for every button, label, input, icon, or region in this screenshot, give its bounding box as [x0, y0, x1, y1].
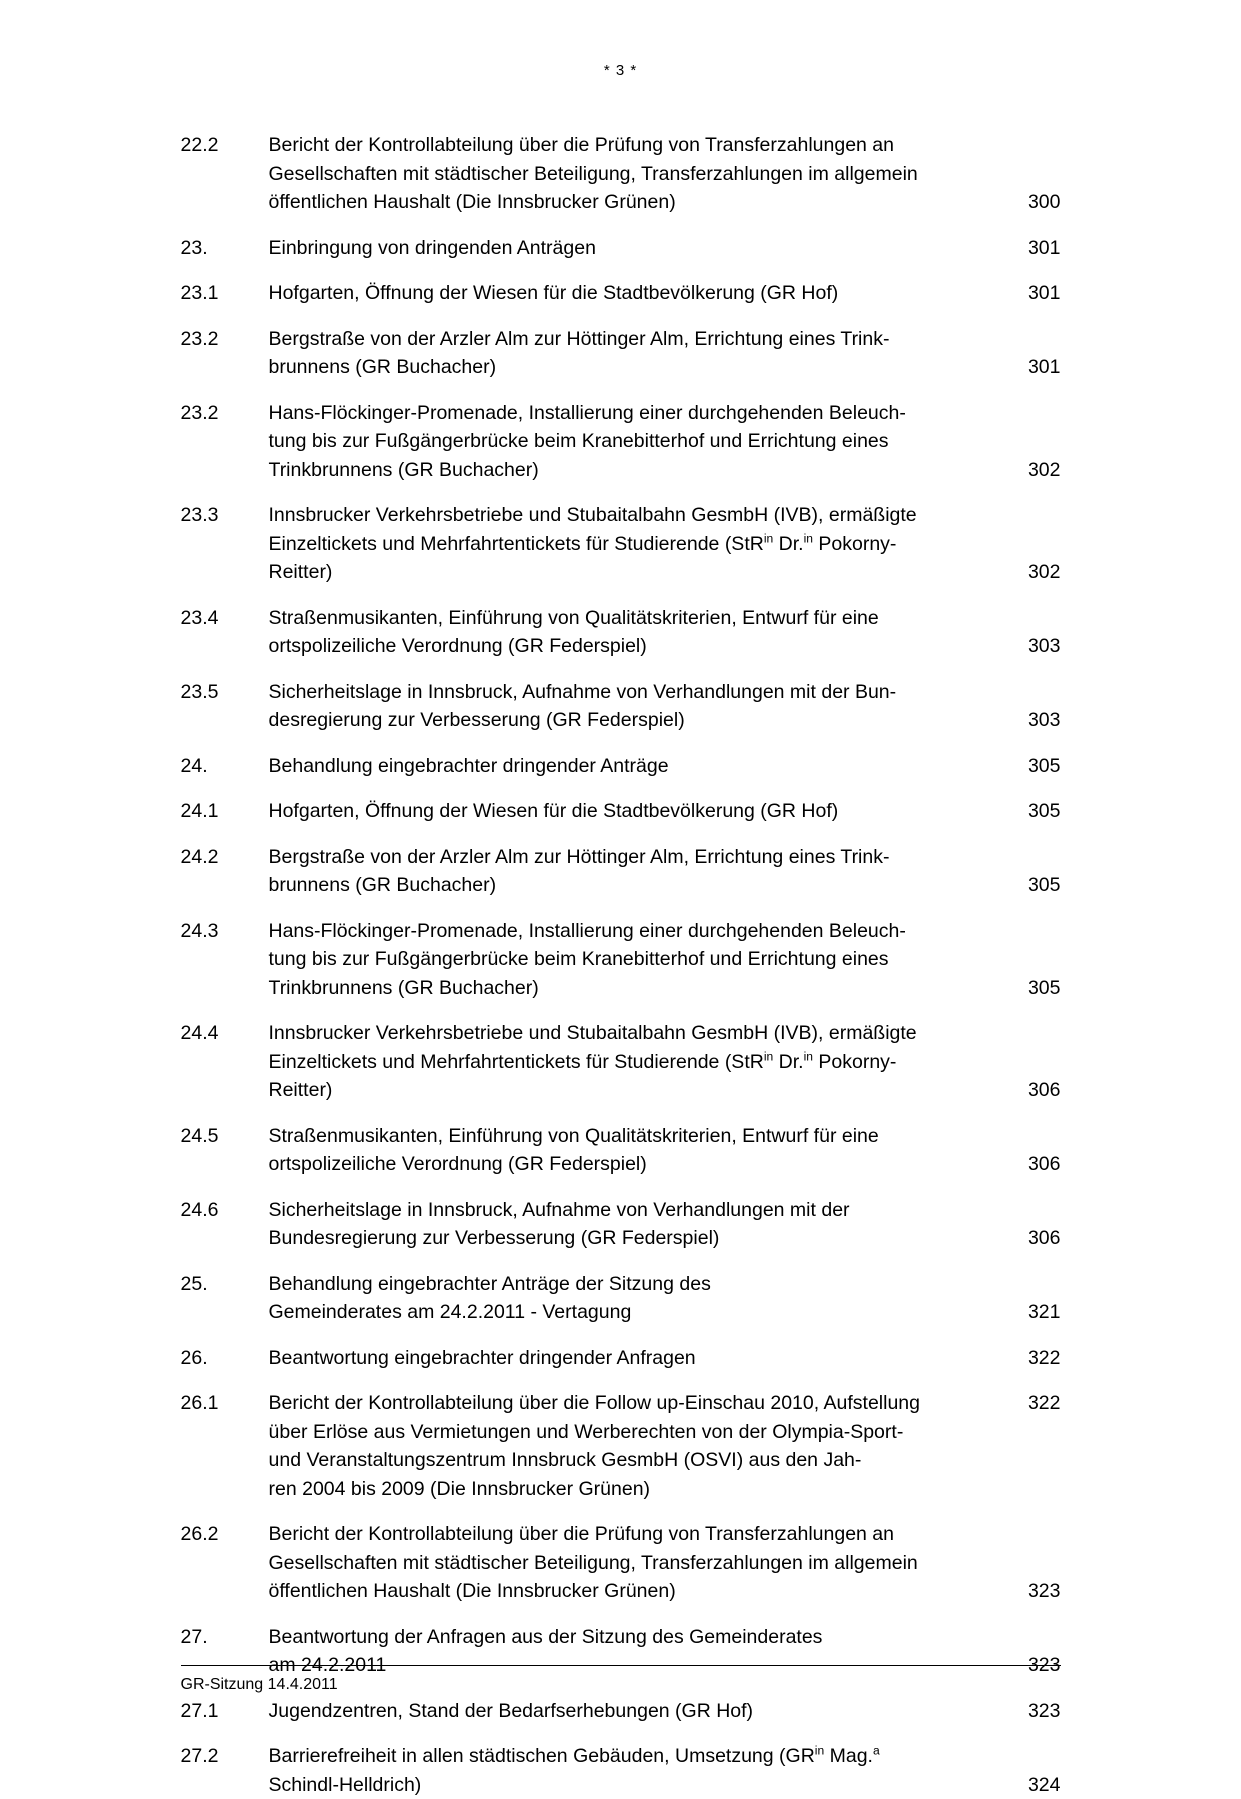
toc-entry-page-number: 324: [999, 1771, 1061, 1799]
toc-entry-title-line: desregierung zur Verbesserung (GR Federspiel): [269, 706, 981, 735]
toc-entry-title: [269, 797, 999, 826]
toc-entry-number: 23.: [181, 234, 269, 263]
toc-entry-title: [269, 752, 999, 781]
toc-entry-number: 23.1: [181, 279, 269, 308]
toc-entry-title: [269, 1389, 999, 1503]
toc-entry-title-line: Hans-Flöckinger-Promenade, Installierung einer durchgehenden Beleuch-: [269, 399, 981, 428]
toc-entry-number: 23.2: [181, 399, 269, 428]
toc-entry-number: 24.4: [181, 1019, 269, 1048]
toc-entry-page-number: 300: [999, 188, 1061, 217]
toc-entry-title-line: Reitter): [269, 558, 981, 587]
toc-entry-title-line: Jugendzentren, Stand der Bedarfserhebungen (GR Hof): [269, 1697, 981, 1726]
toc-entry-title-line: Bericht der Kontrollabteilung über die Follow up-Einschau 2010, Aufstellung: [269, 1389, 981, 1418]
toc-entry-page-number: 302: [999, 558, 1061, 587]
toc-entry[interactable]: [181, 501, 1061, 587]
toc-entry-title-line: Innsbrucker Verkehrsbetriebe und Stubaitalbahn GesmbH (IVB), ermäßigte: [269, 501, 981, 530]
toc-entry-title: [269, 1520, 999, 1606]
toc-entry-title-line: Bergstraße von der Arzler Alm zur Höttinger Alm, Errichtung eines Trink-: [269, 325, 981, 354]
toc-entry-title-line: am 24.2.2011: [269, 1651, 981, 1680]
toc-entry-title-line: Behandlung eingebrachter Anträge der Sitzung des: [269, 1270, 981, 1299]
toc-entry-page-number: 302: [999, 456, 1061, 485]
toc-entry-title-line: öffentlichen Haushalt (Die Innsbrucker Grünen): [269, 1577, 981, 1606]
toc-entry-title-line: Gesellschaften mit städtischer Beteiligung, Transferzahlungen im allgemein: [269, 160, 981, 189]
toc-entry-title-line: Sicherheitslage in Innsbruck, Aufnahme von Verhandlungen mit der: [269, 1196, 981, 1225]
toc-entry-title: [269, 325, 999, 382]
toc-entry[interactable]: [181, 234, 1061, 263]
toc-entry-title-line: Einzeltickets und Mehrfahrtentickets für Studierende (StR$^{in}$ Dr.$^{in}$ Pokorny-: [269, 530, 981, 559]
footer-divider: [181, 1665, 1061, 1666]
toc-entry-title: [269, 1019, 999, 1105]
toc-entry-page-number: 323: [999, 1697, 1061, 1726]
toc-entry[interactable]: [181, 604, 1061, 661]
toc-entry-title-line: Barrierefreiheit in allen städtischen Gebäuden, Umsetzung ($GR^{in}$ Mag.$^a$: [269, 1742, 981, 1771]
page-marker: * 3 *: [0, 0, 1241, 79]
toc-entry-title-line: Trinkbrunnens (GR Buchacher): [269, 456, 981, 485]
toc-entry[interactable]: [181, 131, 1061, 217]
toc-entry-page-number: 322: [999, 1344, 1061, 1373]
toc-entry-title: [269, 1196, 999, 1253]
toc-entry[interactable]: [181, 843, 1061, 900]
toc-entry-title-line: Bericht der Kontrollabteilung über die Prüfung von Transferzahlungen an: [269, 1520, 981, 1549]
toc-entry[interactable]: [181, 1019, 1061, 1105]
toc-entry-title: [269, 234, 999, 263]
toc-entry-title-line: ortspolizeiliche Verordnung (GR Federspiel): [269, 632, 981, 661]
toc-entry-title: [269, 1122, 999, 1179]
toc-entry-title-line: Einbringung von dringenden Anträgen: [269, 234, 981, 263]
toc-entry-title-line: Innsbrucker Verkehrsbetriebe und Stubaitalbahn GesmbH (IVB), ermäßigte: [269, 1019, 981, 1048]
toc-entry-title-line: Schindl-Helldrich): [269, 1771, 981, 1799]
toc-entry-title-line: Straßenmusikanten, Einführung von Qualitätskriterien, Entwurf für eine: [269, 1122, 981, 1151]
toc-entry-title: [269, 131, 999, 217]
toc-entry-page-number: 306: [999, 1150, 1061, 1179]
toc-entry-title-line: Gesellschaften mit städtischer Beteiligung, Transferzahlungen im allgemein: [269, 1549, 981, 1578]
toc-entry-title: [269, 678, 999, 735]
toc-entry-number: 24.3: [181, 917, 269, 946]
toc-entry-page-number: 323: [999, 1577, 1061, 1606]
toc-entry-number: 23.2: [181, 325, 269, 354]
toc-entry[interactable]: [181, 325, 1061, 382]
footer-text: GR-Sitzung 14.4.2011: [181, 1674, 1061, 1696]
toc-entry-title-line: brunnens (GR Buchacher): [269, 871, 981, 900]
toc-entry-title-line: Beantwortung der Anfragen aus der Sitzung des Gemeinderates: [269, 1623, 981, 1652]
toc-entry-title-line: Hans-Flöckinger-Promenade, Installierung einer durchgehenden Beleuch-: [269, 917, 981, 946]
toc-entry-title: [269, 399, 999, 485]
toc-entry[interactable]: [181, 1270, 1061, 1327]
toc-entry-title-line: ortspolizeiliche Verordnung (GR Federspiel): [269, 1150, 981, 1179]
toc-entry-number: 24.5: [181, 1122, 269, 1151]
toc-entry-page-number: 301: [999, 279, 1061, 308]
toc-entry-number: 26.1: [181, 1389, 269, 1418]
toc-entry-page-number: 322: [999, 1389, 1061, 1418]
toc-entry-number: 26.: [181, 1344, 269, 1373]
toc-entry-page-number: 301: [999, 353, 1061, 382]
toc-entry-page-number: 303: [999, 632, 1061, 661]
toc-entry-title-line: und Veranstaltungszentrum Innsbruck GesmbH (OSVI) aus den Jah-: [269, 1446, 981, 1475]
toc-entry-number: 23.4: [181, 604, 269, 633]
toc-entry-number: 22.2: [181, 131, 269, 160]
toc-entry-title: [269, 604, 999, 661]
toc-entry-title: [269, 1270, 999, 1327]
toc-entry-number: 27.: [181, 1623, 269, 1652]
toc-entry-number: 24.1: [181, 797, 269, 826]
toc-entry-title-line: Reitter): [269, 1076, 981, 1105]
toc-entry[interactable]: [181, 399, 1061, 485]
toc-entry-title: [269, 279, 999, 308]
toc-entry-title-line: brunnens (GR Buchacher): [269, 353, 981, 382]
toc-entry-title-line: Hofgarten, Öffnung der Wiesen für die Stadtbevölkerung (GR Hof): [269, 279, 981, 308]
toc-entry[interactable]: [181, 279, 1061, 308]
toc-entry-title-line: über Erlöse aus Vermietungen und Werberechten von der Olympia-Sport-: [269, 1418, 981, 1447]
toc-entry-title-line: Bergstraße von der Arzler Alm zur Höttinger Alm, Errichtung eines Trink-: [269, 843, 981, 872]
toc-entry-title-line: ren 2004 bis 2009 (Die Innsbrucker Grünen): [269, 1475, 981, 1504]
toc-entry-page-number: 306: [999, 1076, 1061, 1105]
toc-entry-title-line: Hofgarten, Öffnung der Wiesen für die Stadtbevölkerung (GR Hof): [269, 797, 981, 826]
toc-entry-title-line: Einzeltickets und Mehrfahrtentickets für Studierende (StR$^{in}$ Dr.$^{in}$ Pokorny-: [269, 1048, 981, 1077]
toc-entry-page-number: 321: [999, 1298, 1061, 1327]
toc-entry[interactable]: [181, 1389, 1061, 1503]
toc-entry[interactable]: [181, 752, 1061, 781]
toc-entry[interactable]: [181, 1122, 1061, 1179]
toc-entry-page-number: 323: [999, 1651, 1061, 1680]
toc-entry-number: 23.3: [181, 501, 269, 530]
toc-entry-number: 23.5: [181, 678, 269, 707]
toc-entry-title-line: Beantwortung eingebrachter dringender Anfragen: [269, 1344, 981, 1373]
toc-entry[interactable]: [181, 1520, 1061, 1606]
toc-entry-page-number: 306: [999, 1224, 1061, 1253]
toc-entry[interactable]: [181, 917, 1061, 1003]
toc-entry[interactable]: [181, 1196, 1061, 1253]
toc-entry-title-line: Bundesregierung zur Verbesserung (GR Federspiel): [269, 1224, 981, 1253]
toc-entry[interactable]: [181, 678, 1061, 735]
toc-entry[interactable]: [181, 1344, 1061, 1373]
toc-entry-number: 24.2: [181, 843, 269, 872]
toc-entry-title-line: Bericht der Kontrollabteilung über die Prüfung von Transferzahlungen an: [269, 131, 981, 160]
table-of-contents: [181, 79, 1061, 1799]
page-footer: [181, 1665, 1061, 1754]
toc-entry-number: 25.: [181, 1270, 269, 1299]
toc-entry-title-line: tung bis zur Fußgängerbrücke beim Kranebitterhof und Errichtung eines: [269, 427, 981, 456]
toc-entry-page-number: 301: [999, 234, 1061, 263]
toc-entry-title-line: Straßenmusikanten, Einführung von Qualitätskriterien, Entwurf für eine: [269, 604, 981, 633]
toc-entry-number: 27.2: [181, 1742, 269, 1771]
toc-entry-title-line: tung bis zur Fußgängerbrücke beim Kranebitterhof und Errichtung eines: [269, 945, 981, 974]
toc-entry-title: [269, 917, 999, 1003]
toc-entry-number: 24.: [181, 752, 269, 781]
toc-entry-page-number: 305: [999, 797, 1061, 826]
toc-entry-title-line: öffentlichen Haushalt (Die Innsbrucker Grünen): [269, 188, 981, 217]
toc-entry-number: 27.1: [181, 1697, 269, 1726]
toc-entry-page-number: 305: [999, 752, 1061, 781]
toc-entry-title-line: Sicherheitslage in Innsbruck, Aufnahme von Verhandlungen mit der Bun-: [269, 678, 981, 707]
toc-entry-number: 24.6: [181, 1196, 269, 1225]
toc-entry-page-number: 303: [999, 706, 1061, 735]
toc-entry-title: [269, 501, 999, 587]
toc-entry-title: [269, 843, 999, 900]
toc-entry-title-line: Gemeinderates am 24.2.2011 - Vertagung: [269, 1298, 981, 1327]
toc-entry-title-line: Behandlung eingebrachter dringender Anträge: [269, 752, 981, 781]
toc-entry-page-number: 305: [999, 871, 1061, 900]
toc-entry-number: 26.2: [181, 1520, 269, 1549]
toc-entry-page-number: 305: [999, 974, 1061, 1003]
toc-entry-title-line: Trinkbrunnens (GR Buchacher): [269, 974, 981, 1003]
toc-entry[interactable]: [181, 797, 1061, 826]
toc-entry-title: [269, 1344, 999, 1373]
